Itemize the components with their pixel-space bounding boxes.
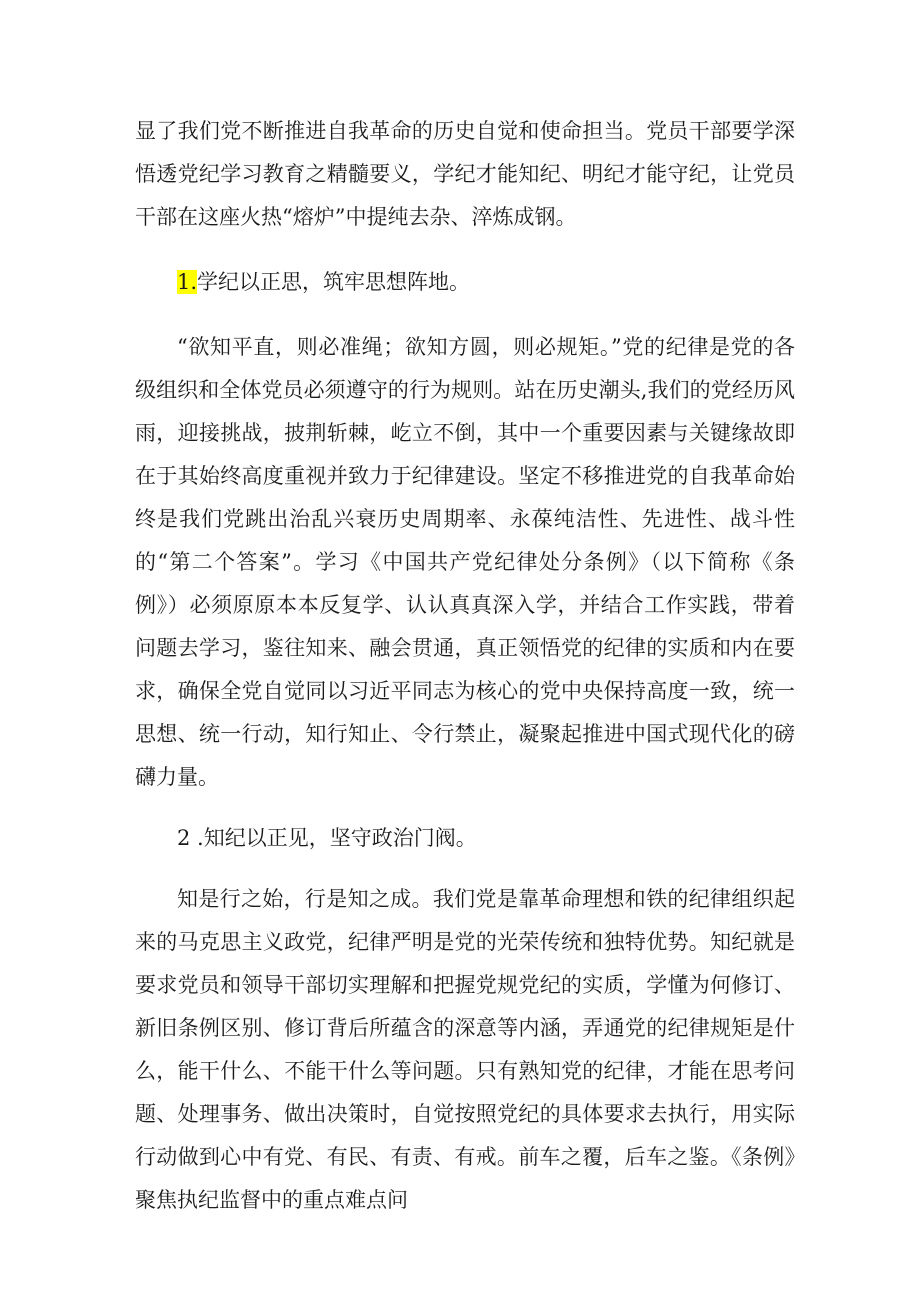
spacer — [135, 304, 795, 326]
heading-text: 学纪以正思，筑牢思想阵地。 — [197, 270, 471, 294]
spacer — [135, 860, 795, 878]
paragraph-continued: 显了我们党不断推进自我革命的历史自觉和使命担当。党员干部要学深悟透党纪学习教育之精髓要义，学纪才能知纪、明纪才能守纪，让党员干部在这座火热“熔炉”中提纯去杂、淬炼成钢。 — [135, 119, 795, 229]
paragraph-1: “欲知平直，则必准绳；欲知方圆，则必规矩。”党的纪律是党的各级组织和全体党员必须遵守的行为规则。站在历史潮头,我们的党经历风雨，迎接挑战，披荆斩棘，屹立不倒，其中一个重要因素与关键缘故即在于其始终高度重视并致力于纪律建设。坚定不移推进党的自我革命始终是我们党跳出治乱兴衰历史周期率、永葆纯洁性、先进性、战斗性的“第二个答案”。学习《中国共产党纪律处分条例》（以下简称《条例》）必须原原本本反复学、认认真真深入学，并结合工作实践，带着问题去学习，鉴往知来、融会贯通，真正领悟党的纪律的实质和内在要求，确保全党自觉同以习近平同志为核心的党中央保持高度一致，统一思想、统一行动，知行知止、令行禁止，凝聚起推进中国式现代化的磅礴力量。 — [135, 335, 795, 789]
paragraph-2: 知是行之始，行是知之成。我们党是靠革命理想和铁的纪律组织起来的马克思主义政党，纪律严明是党的光荣传统和独特优势。知纪就是要求党员和领导干部切实理解和把握党规党纪的实质，学懂为何修订、新旧条例区别、修订背后所蕴含的深意等内涵，弄通党的纪律规矩是什么，能干什么、不能干什么等问题。只有熟知党的纪律，才能在思考问题、处理事务、做出决策时，自觉按照党纪的具体要求去执行，用实际行动做到心中有党、有民、有责、有戒。前车之覆，后车之鉴。《条例》聚焦执纪监督中的重点难点问 — [135, 887, 795, 1212]
document-body — [135, 110, 795, 1222]
section-heading-1 — [135, 261, 795, 304]
spacer — [135, 799, 795, 817]
heading-number-highlighted: 1. — [177, 270, 198, 294]
section-heading-2: 2 .知纪以正见，坚守政治门阀。 — [177, 826, 477, 850]
spacer — [135, 239, 795, 261]
